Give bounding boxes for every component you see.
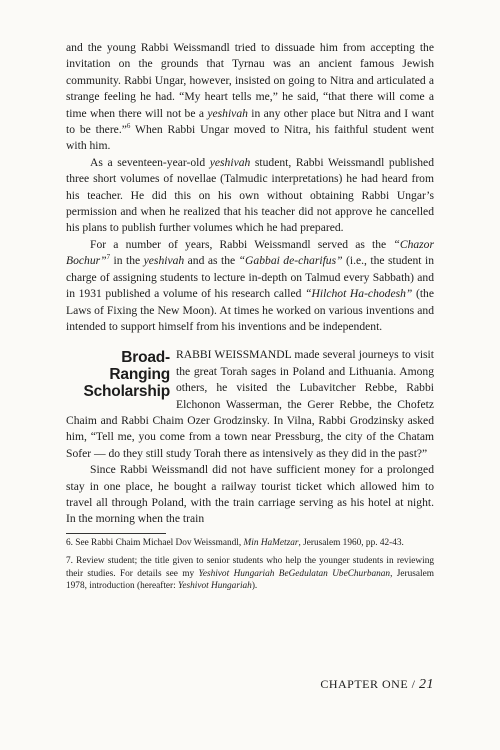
italic-term: yeshivah [207,106,248,120]
page-number: 21 [419,677,434,692]
paragraph-1 [66,40,434,155]
text: 6. See Rabbi Chaim Michael Dov Weissmandl, [66,537,244,548]
italic-title: Yeshivot Hungariah BeGedulatan UbeChurbanan [198,568,391,579]
italic-title: Min HaMetzar [243,537,299,548]
side-heading-line: Ranging [109,366,170,384]
italic-term: “Hilchot Ha-chodesh” [305,287,413,301]
text: and as the [184,254,239,268]
side-heading [66,349,170,400]
text: (the Laws of Fixing the New Moon). At times he worked on various inventions and intended to support himself from his inventions and be independent. [66,287,434,333]
text: When Rabbi Ungar moved to Nitra, his faithful student went with him. [66,123,434,153]
side-heading-line: Broad- [121,349,170,367]
italic-title: Yeshivot Hungariah [178,581,252,591]
text: 7. Review student; the title given to senior students who help the younger students in reviewing their studies. For details see my [66,556,434,579]
text: As a seventeen-year-old [90,155,210,169]
footnote-ref[interactable]: 6 [126,122,131,131]
paragraph-2 [66,155,434,237]
footnote-divider [66,533,166,534]
footnote-7 [66,555,434,592]
italic-term: “Gabbai de-charifus” [238,254,343,268]
page-body [66,40,434,598]
text: in any other place but Nitra and I want to be there.” [66,106,434,137]
paragraph-4 [66,347,434,462]
text: For a number of years, Rabbi Weissmandl served as the [90,237,394,251]
text: (i.e., the student in charge of assigning students to lecture in-depth on Talmud every Sabbath) and in 1931 published a volume of his research called [66,254,434,301]
text: student, Rabbi Weissmandl published three short volumes of novellae (Talmudic interpretations) he had heard from his teacher. He did this on his own without obtaining Rabbi Ungar’s permission and when he realized that his teacher did not approve he cancelled his plans to publish further volumes which he had prepared. [66,155,434,235]
text: and the young Rabbi Weissmandl tried to dissuade him from accepting the invitation on the grounds that Tyrnau was an ancient famous Jewish community. Rabbi Ungar, however, insisted on going to Nitra and articulated a strange feeling he had. “My heart tells me,” he said, “that there will come a time when there will not be a [66,41,434,120]
text: RABBI WEISSMANDL made several journeys to visit the great Torah sages in Poland and Lithuania. Among others, he visited the Lubavitcher Rebbe, Rabbi Elchonon Wasserman, the Gerer Rebbe, the Chofetz Chaim and Rabbi Chaim Ozer Grodzinsky. In Vilna, Rabbi Grodzinsky asked him, “Tell me, you come from a town near Pressburg, the city of the Chatam Sofer — do they still study Torah there as intensively as they did in the past?” [66,348,434,460]
italic-term: yeshivah [209,155,251,169]
footnote-6 [66,537,434,549]
italic-term: yeshivah [143,254,185,268]
paragraph-3 [66,237,434,335]
side-heading-line: Scholarship [83,383,170,401]
chapter-label: CHAPTER ONE / [320,677,419,691]
text: , Jerusalem 1978, introduction (hereafter: [66,568,434,591]
footnote-ref[interactable]: 7 [106,253,111,262]
text: , Jerusalem 1960, pp. 42-43. [298,537,404,548]
italic-term: “Chazor Bochur” [66,237,434,268]
text: in the [110,254,144,268]
paragraph-5: Since Rabbi Weissmandl did not have sufficient money for a prolonged stay in one place, he bought a railway tourist ticket which allowed him to travel all through Poland, with the train carriage serving as his hotel at night. In the morning when the train [66,463,434,526]
page-footer [320,677,434,693]
text: ). [251,581,258,591]
